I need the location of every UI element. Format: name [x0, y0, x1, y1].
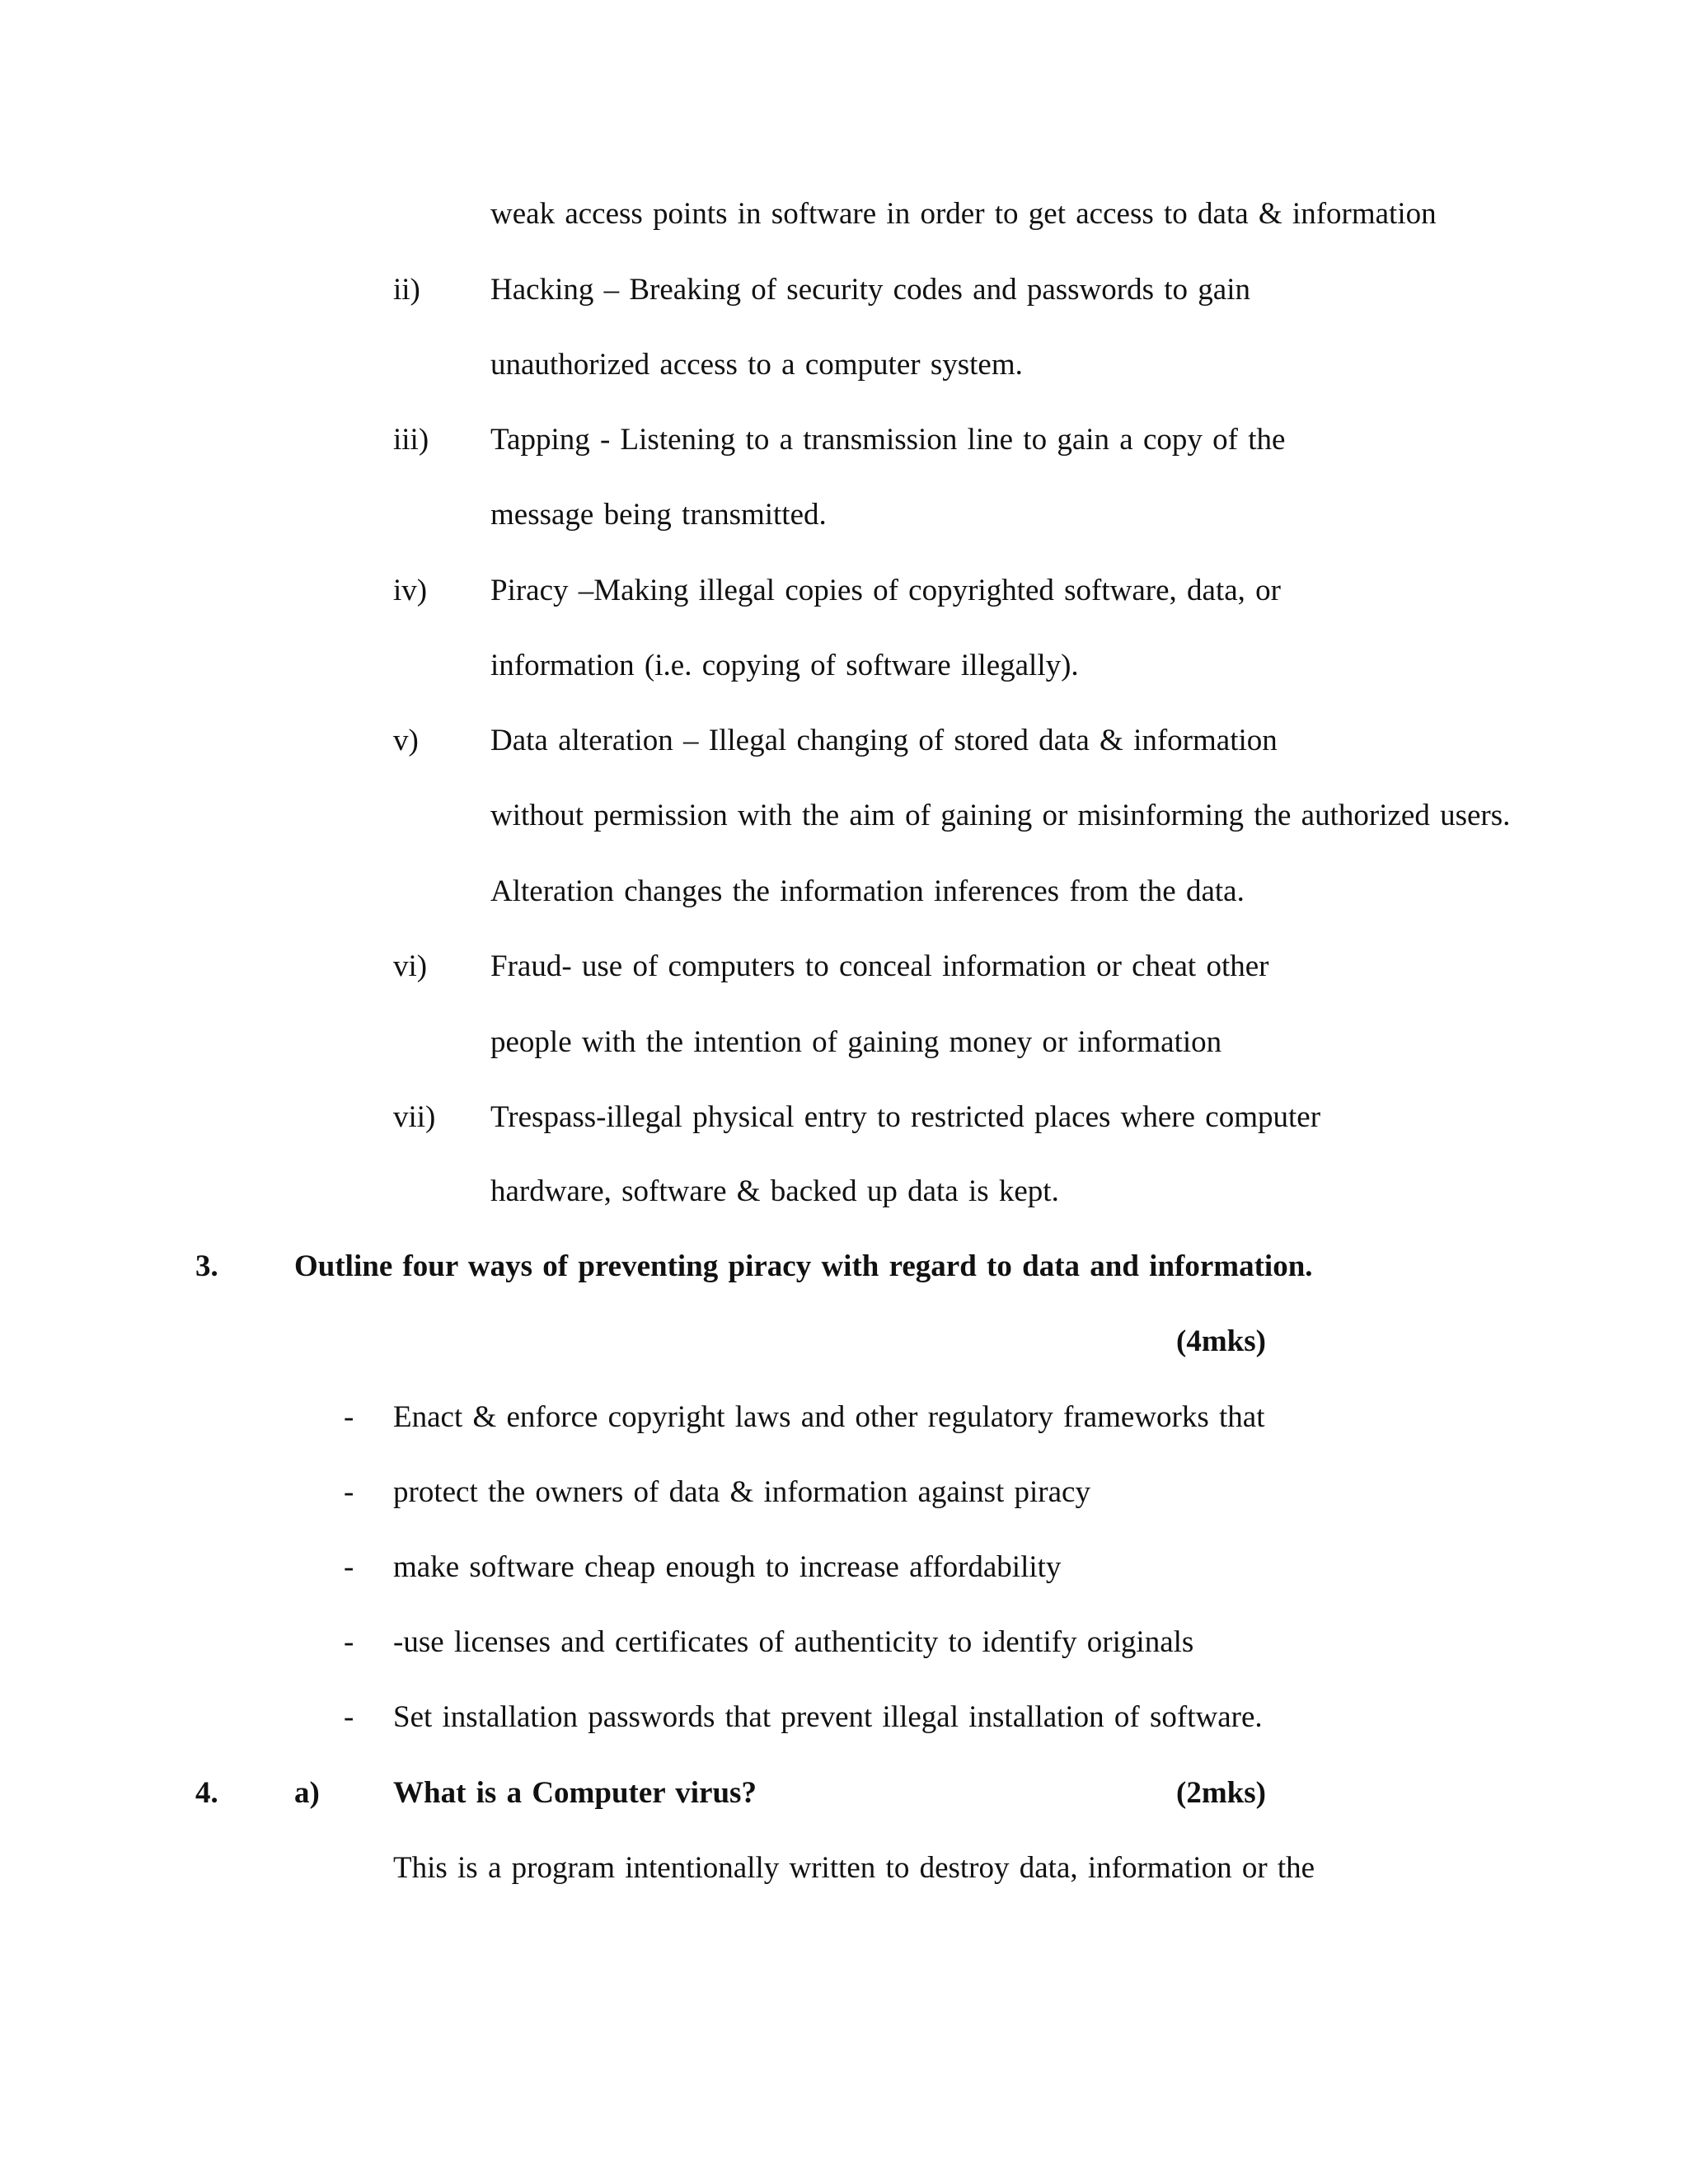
question-part: a): [294, 1776, 320, 1810]
answer-bullet: -: [344, 1625, 354, 1659]
question-text: Outline four ways of preventing piracy with regard to data and information.: [294, 1249, 1313, 1283]
list-item-text: information (i.e. copying of software illegally).: [490, 649, 1079, 682]
list-item-text: weak access points in software in order to get access to data & information: [490, 197, 1437, 231]
list-item-text: Tapping - Listening to a transmission line to gain a copy of the: [490, 423, 1286, 457]
list-item-text: people with the intention of gaining money or information: [490, 1025, 1222, 1059]
answer-bullet: -: [344, 1550, 354, 1584]
list-item-text: Piracy –Making illegal copies of copyrighted software, data, or: [490, 574, 1281, 607]
list-item-text: message being transmitted.: [490, 498, 827, 532]
list-item-text: Hacking – Breaking of security codes and passwords to gain: [490, 273, 1250, 307]
list-item-marker: vi): [393, 949, 428, 983]
list-item-text: Fraud- use of computers to conceal information or cheat other: [490, 949, 1269, 983]
list-item-text: unauthorized access to a computer system.: [490, 348, 1023, 382]
list-item-text: without permission with the aim of gaining or misinforming the authorized users.: [490, 799, 1511, 832]
list-item-text: hardware, software & backed up data is kept.: [490, 1174, 1059, 1208]
answer-bullet: -: [344, 1700, 354, 1734]
list-item-text: Trespass-illegal physical entry to restricted places where computer: [490, 1100, 1321, 1134]
list-item-text: Alteration changes the information inferences from the data.: [490, 874, 1245, 908]
answer-text: make software cheap enough to increase affordability: [393, 1550, 1062, 1584]
answer-text: Set installation passwords that prevent illegal installation of software.: [393, 1700, 1263, 1734]
answer-text: Enact & enforce copyright laws and other regulatory frameworks that: [393, 1400, 1265, 1434]
answer-bullet: -: [344, 1475, 354, 1509]
answer-text: protect the owners of data & information against piracy: [393, 1475, 1090, 1509]
answer-bullet: -: [344, 1400, 354, 1434]
question-marks: (2mks): [1176, 1776, 1266, 1810]
list-item-marker: vii): [393, 1100, 436, 1134]
answer-text: This is a program intentionally written to destroy data, information or the: [393, 1851, 1315, 1885]
list-item-marker: iv): [393, 574, 428, 607]
list-item-text: Data alteration – Illegal changing of stored data & information: [490, 724, 1278, 757]
answer-text: -use licenses and certificates of authenticity to identify originals: [393, 1625, 1194, 1659]
list-item-marker: iii): [393, 423, 429, 457]
question-text: What is a Computer virus?: [393, 1776, 757, 1810]
list-item-marker: ii): [393, 273, 420, 307]
question-number: 4.: [195, 1776, 218, 1810]
question-number: 3.: [195, 1249, 218, 1283]
list-item-marker: v): [393, 724, 419, 757]
question-marks: (4mks): [1176, 1324, 1266, 1358]
